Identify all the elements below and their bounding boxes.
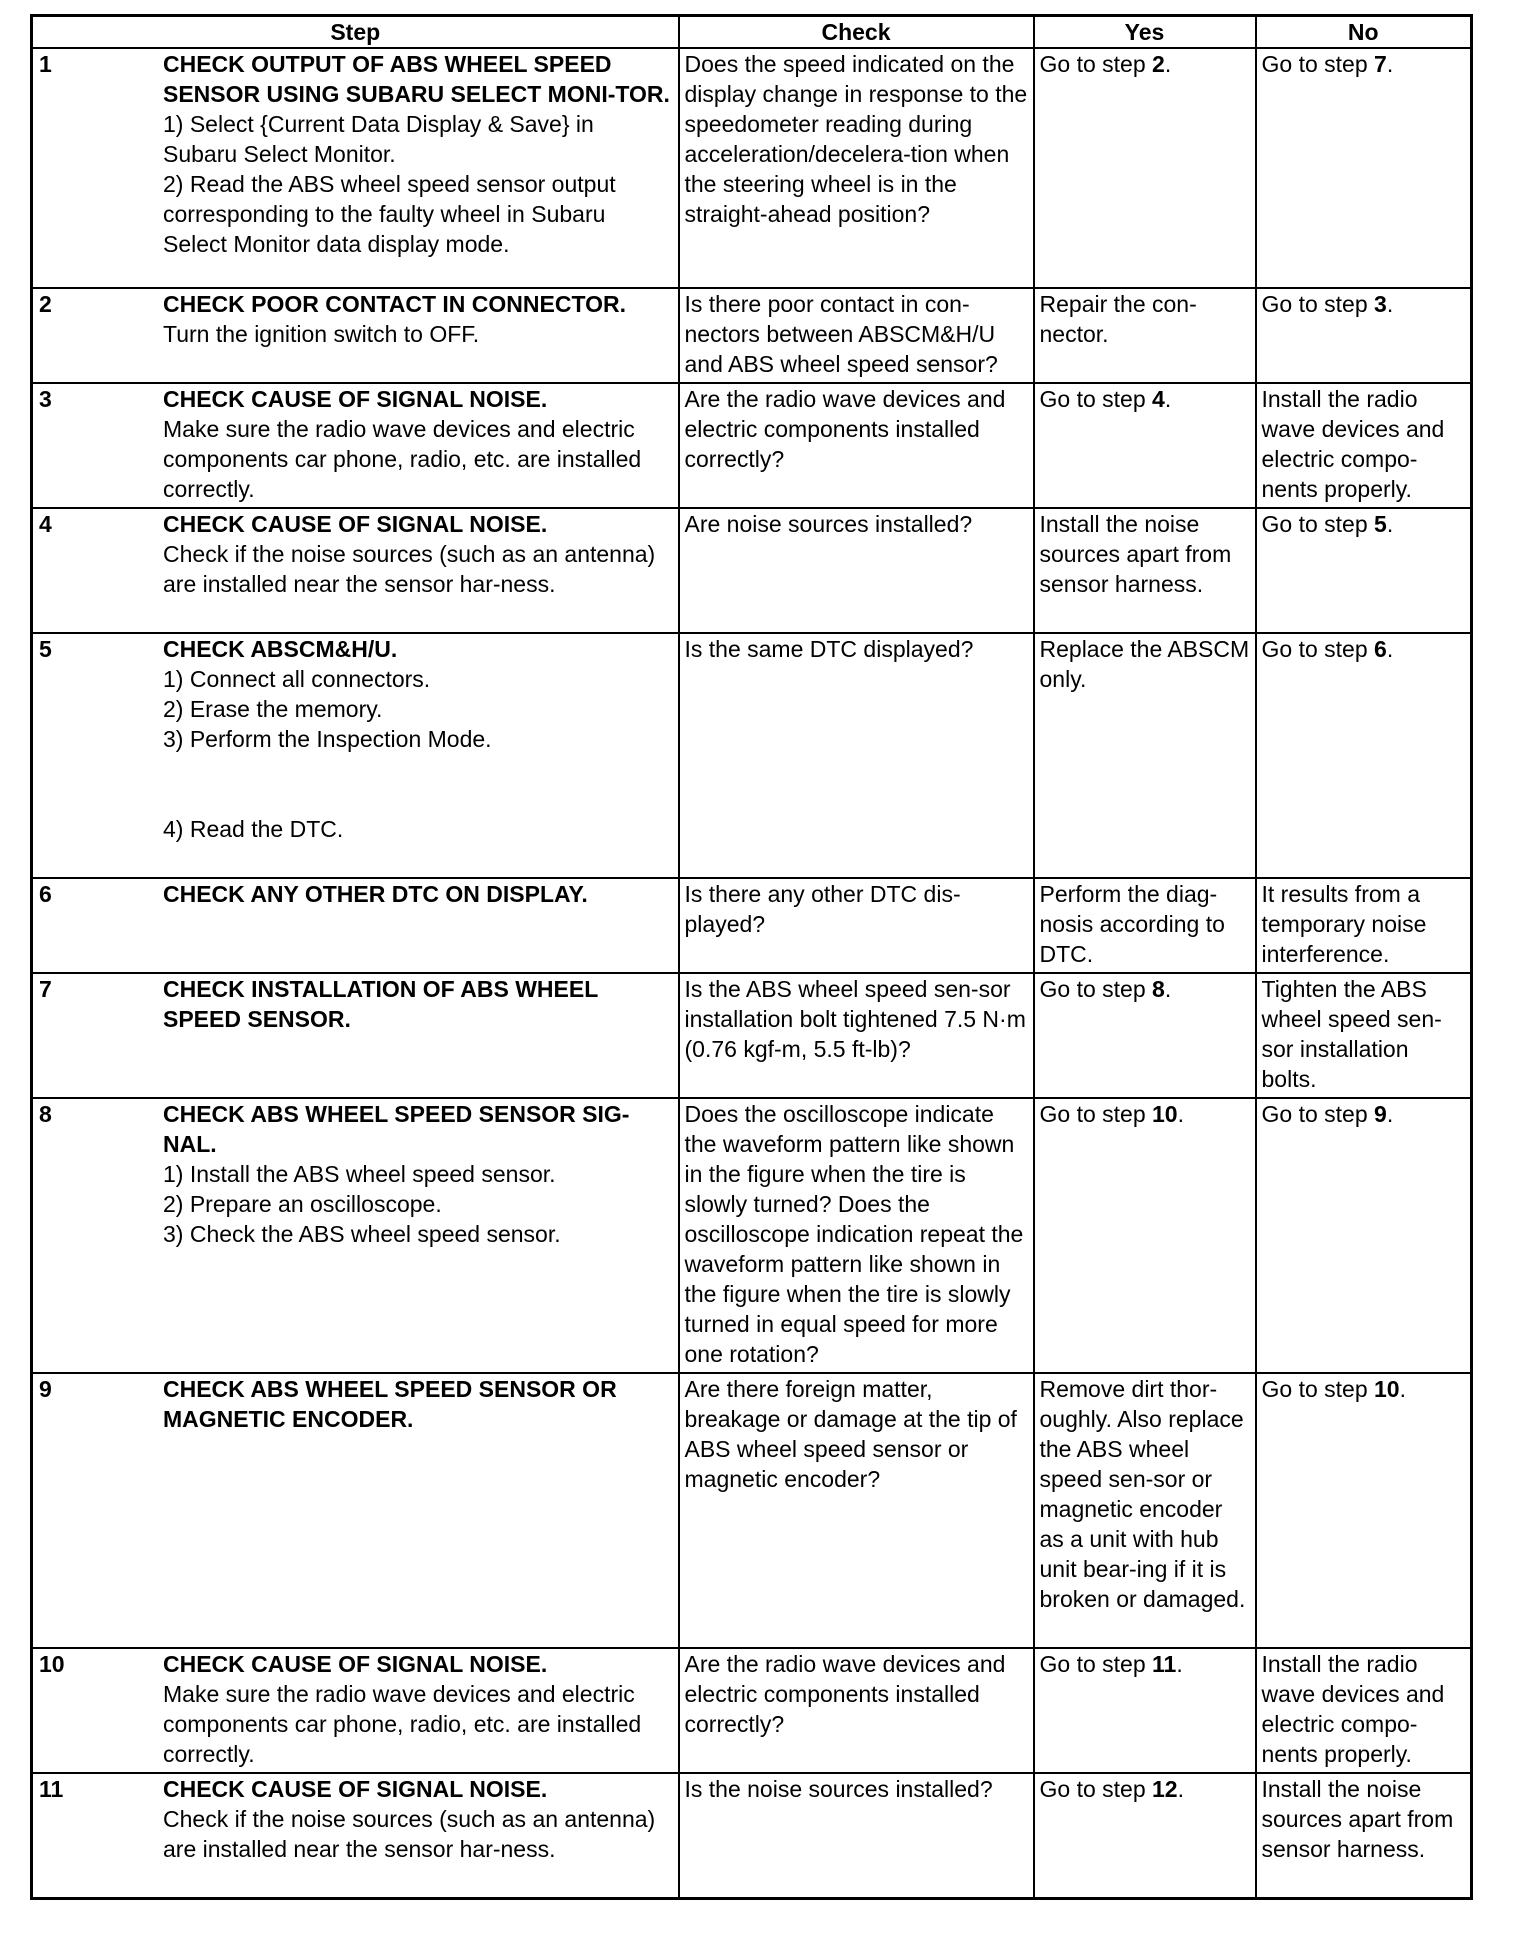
step-title: CHECK CAUSE OF SIGNAL NOISE. <box>163 511 548 537</box>
step-cell <box>32 1648 679 1773</box>
step-title: CHECK ANY OTHER DTC ON DISPLAY. <box>163 881 588 907</box>
no-step-ref: 7 <box>1374 51 1387 77</box>
step-title: CHECK ABS WHEEL SPEED SENSOR OR MAGNETIC ENCODER. <box>163 1376 617 1432</box>
step-instruction: Check if the noise sources (such as an antenna) are installed near the sensor har-ness. <box>163 541 656 597</box>
yes-text: Go to step <box>1039 1776 1153 1802</box>
step-number: 11 <box>39 1776 64 1802</box>
no-text: Go to step <box>1261 636 1375 662</box>
no-cell <box>1256 1773 1472 1898</box>
no-text: Go to step <box>1261 511 1375 537</box>
yes-cell <box>1034 1098 1256 1373</box>
no-step-ref: 9 <box>1374 1101 1387 1127</box>
table-row <box>32 48 1472 288</box>
no-cell <box>1256 1648 1472 1773</box>
check-cell: Are the radio wave devices and electric components installed correctly? <box>679 1648 1034 1773</box>
yes-cell <box>1034 48 1256 288</box>
step-number: 9 <box>39 1376 52 1402</box>
step-title: CHECK ABS WHEEL SPEED SENSOR SIG-NAL. <box>163 1101 630 1157</box>
no-cell <box>1256 508 1472 633</box>
step-cell <box>32 973 679 1098</box>
step-number: 2 <box>39 291 52 317</box>
step-instruction: 3) Perform the Inspection Mode. <box>163 726 492 752</box>
step-number: 10 <box>39 1651 65 1677</box>
yes-text: Go to step <box>1039 1101 1153 1127</box>
header-check: Check <box>679 16 1034 49</box>
step-cell <box>32 1773 679 1898</box>
step-title: CHECK CAUSE OF SIGNAL NOISE. <box>163 386 548 412</box>
yes-text-end: . <box>1176 1651 1183 1677</box>
step-title: CHECK CAUSE OF SIGNAL NOISE. <box>163 1776 548 1802</box>
table-row <box>32 508 1472 633</box>
yes-text-end: . <box>1164 386 1172 412</box>
step-cell <box>32 288 679 383</box>
no-text: It results from a temporary noise interference. <box>1261 881 1427 967</box>
check-cell: Are there foreign matter, breakage or damage at the tip of ABS wheel speed sensor or magnetic encoder? <box>679 1373 1034 1648</box>
check-cell: Is the same DTC displayed? <box>679 633 1034 878</box>
yes-cell <box>1034 1773 1256 1898</box>
yes-cell <box>1034 508 1256 633</box>
no-text-end: . <box>1386 511 1394 537</box>
no-text-end: . <box>1386 1101 1394 1127</box>
yes-cell <box>1034 1373 1256 1648</box>
step-number: 6 <box>39 881 52 907</box>
step-number: 8 <box>39 1101 52 1127</box>
step-instruction: 2) Read the ABS wheel speed sensor output corresponding to the faulty wheel in Subaru Select Monitor data display mode. <box>163 171 616 257</box>
step-instruction: Turn the ignition switch to OFF. <box>163 321 480 347</box>
check-cell: Are noise sources installed? <box>679 508 1034 633</box>
step-number: 3 <box>39 386 52 412</box>
check-cell: Is there any other DTC dis-played? <box>679 878 1034 973</box>
yes-step-ref: 12 <box>1152 1776 1178 1802</box>
no-cell <box>1256 633 1472 878</box>
step-instruction: 1) Connect all connectors. <box>163 666 431 692</box>
header-no: No <box>1256 16 1472 49</box>
step-number: 1 <box>39 51 52 77</box>
yes-step-ref: 11 <box>1152 1651 1177 1677</box>
no-step-ref: 5 <box>1374 511 1387 537</box>
step-cell <box>32 1373 679 1648</box>
yes-cell <box>1034 973 1256 1098</box>
step-instruction: Make sure the radio wave devices and electric components car phone, radio, etc. are installed correctly. <box>163 416 642 502</box>
yes-cell <box>1034 633 1256 878</box>
no-cell <box>1256 48 1472 288</box>
header-step: Step <box>32 16 679 49</box>
no-step-ref: 3 <box>1374 291 1387 317</box>
yes-step-ref: 8 <box>1152 976 1165 1002</box>
no-text: Install the noise sources apart from sensor harness. <box>1261 1776 1454 1862</box>
table-body <box>32 48 1472 1898</box>
yes-cell <box>1034 383 1256 508</box>
step-number: 4 <box>39 511 52 537</box>
no-text-end: . <box>1386 291 1394 317</box>
step-instruction: 2) Erase the memory. <box>163 696 383 722</box>
yes-text: Go to step <box>1039 51 1153 77</box>
check-cell: Are the radio wave devices and electric components installed correctly? <box>679 383 1034 508</box>
step-instruction: Make sure the radio wave devices and electric components car phone, radio, etc. are installed correctly. <box>163 1681 642 1767</box>
step-title: CHECK OUTPUT OF ABS WHEEL SPEED SENSOR USING SUBARU SELECT MONI-TOR. <box>163 51 670 107</box>
check-cell: Is the ABS wheel speed sen-sor installation bolt tightened 7.5 N·m (0.76 kgf-m, 5.5 ft-lb)? <box>679 973 1034 1098</box>
no-cell <box>1256 288 1472 383</box>
yes-text: Install the noise sources apart from sensor harness. <box>1039 511 1232 597</box>
check-cell: Is there poor contact in con-nectors between ABSCM&H/U and ABS wheel speed sensor? <box>679 288 1034 383</box>
step-instruction: 1) Install the ABS wheel speed sensor. <box>163 1161 556 1187</box>
step-instruction: 3) Check the ABS wheel speed sensor. <box>163 1221 561 1247</box>
yes-text: Go to step <box>1039 386 1153 412</box>
table-row <box>32 288 1472 383</box>
table-row <box>32 878 1472 973</box>
yes-text-end: . <box>1164 976 1172 1002</box>
no-cell <box>1256 383 1472 508</box>
yes-step-ref: 2 <box>1152 51 1165 77</box>
table-row <box>32 1373 1472 1648</box>
no-text: Go to step <box>1261 1101 1375 1127</box>
no-text: Go to step <box>1261 291 1375 317</box>
table-row <box>32 1098 1472 1373</box>
no-text-end: . <box>1386 636 1394 662</box>
yes-cell <box>1034 878 1256 973</box>
header-yes: Yes <box>1034 16 1256 49</box>
no-text: Tighten the ABS wheel speed sen-sor installation bolts. <box>1261 976 1442 1092</box>
step-cell <box>32 633 679 878</box>
check-cell: Does the speed indicated on the display change in response to the speedometer reading during acceleration/decelera-tion when the steering wheel is in the straight-ahead position? <box>679 48 1034 288</box>
step-title: CHECK ABSCM&H/U. <box>163 636 398 662</box>
step-number: 7 <box>39 976 52 1002</box>
no-cell <box>1256 1098 1472 1373</box>
step-title: CHECK CAUSE OF SIGNAL NOISE. <box>163 1651 548 1677</box>
check-cell: Is the noise sources installed? <box>679 1773 1034 1898</box>
yes-step-ref: 10 <box>1152 1101 1178 1127</box>
no-text-end: . <box>1399 1376 1406 1402</box>
table-row <box>32 1773 1472 1898</box>
check-cell: Does the oscilloscope indicate the waveform pattern like shown in the figure when the tire is slowly turned? Does the oscilloscope indication repeat the waveform pattern like shown in the figure when the tire is slowly turned in equal speed for more one rotation? <box>679 1098 1034 1373</box>
yes-text: Remove dirt thor-oughly. Also replace the ABS wheel speed sen-sor or magnetic encoder as a unit with hub unit bear-ing if it is broken or damaged. <box>1039 1376 1246 1612</box>
yes-text: Go to step <box>1039 1651 1153 1677</box>
step-spacer <box>163 754 673 814</box>
step-instruction: 1) Select {Current Data Display & Save} in Subaru Select Monitor. <box>163 111 594 167</box>
step-cell <box>32 383 679 508</box>
table-row <box>32 383 1472 508</box>
step-title: CHECK INSTALLATION OF ABS WHEEL SPEED SENSOR. <box>163 976 598 1032</box>
table-header-row <box>32 16 1472 49</box>
step-cell <box>32 1098 679 1373</box>
no-text: Install the radio wave devices and electric compo-nents properly. <box>1261 1651 1445 1767</box>
no-text: Install the radio wave devices and electric compo-nents properly. <box>1261 386 1445 502</box>
diagnostic-table <box>30 14 1473 1900</box>
step-instruction: 2) Prepare an oscilloscope. <box>163 1191 442 1217</box>
step-cell <box>32 508 679 633</box>
table-row <box>32 1648 1472 1773</box>
step-cell <box>32 878 679 973</box>
yes-text-end: . <box>1177 1101 1184 1127</box>
no-step-ref: 6 <box>1374 636 1387 662</box>
no-text-end: . <box>1386 51 1394 77</box>
yes-text: Repair the con-nector. <box>1039 291 1197 347</box>
step-number: 5 <box>39 636 52 662</box>
yes-cell <box>1034 288 1256 383</box>
no-cell <box>1256 878 1472 973</box>
yes-text: Replace the ABSCM only. <box>1039 636 1250 692</box>
yes-text-end: . <box>1177 1776 1184 1802</box>
table-row <box>32 633 1472 878</box>
step-cell <box>32 48 679 288</box>
no-step-ref: 10 <box>1374 1376 1400 1402</box>
yes-step-ref: 4 <box>1152 386 1165 412</box>
no-text: Go to step <box>1261 51 1375 77</box>
step-title: CHECK POOR CONTACT IN CONNECTOR. <box>163 291 626 317</box>
no-cell <box>1256 1373 1472 1648</box>
step-instruction: Check if the noise sources (such as an antenna) are installed near the sensor har-ness. <box>163 1806 656 1862</box>
yes-text: Perform the diag-nosis according to DTC. <box>1039 881 1225 967</box>
yes-cell <box>1034 1648 1256 1773</box>
yes-text: Go to step <box>1039 976 1153 1002</box>
yes-text-end: . <box>1164 51 1172 77</box>
table-row <box>32 973 1472 1098</box>
no-cell <box>1256 973 1472 1098</box>
step-instruction: 4) Read the DTC. <box>163 816 344 842</box>
no-text: Go to step <box>1261 1376 1375 1402</box>
